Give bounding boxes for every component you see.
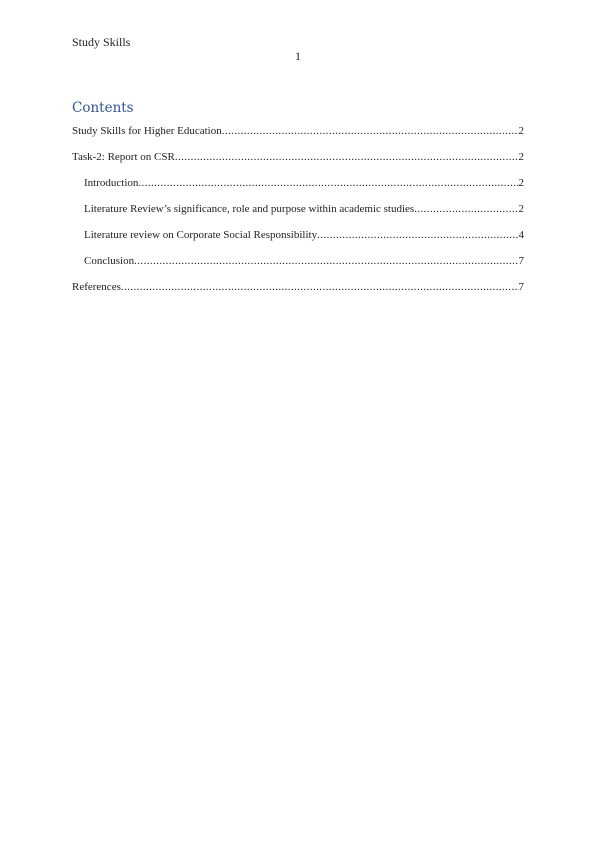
toc-entry-label: Introduction — [84, 177, 139, 189]
toc-entry-label: Task-2: Report on CSR — [72, 151, 175, 163]
toc-entry-page: 2 — [518, 125, 524, 137]
toc-entry-page: 7 — [518, 281, 524, 293]
toc-entry-label: Study Skills for Higher Education — [72, 125, 222, 137]
toc-dot-leader — [222, 124, 519, 138]
toc-dot-leader — [121, 280, 519, 294]
toc-dot-leader — [138, 176, 518, 190]
toc-entry-label: References — [72, 281, 121, 293]
toc-entry-references[interactable] — [72, 280, 524, 306]
toc-entry-task-2[interactable] — [72, 150, 524, 176]
toc-entry-page: 7 — [518, 255, 524, 267]
toc-dot-leader — [175, 150, 519, 164]
toc-entry-page: 4 — [518, 229, 524, 241]
toc-entry-page: 2 — [518, 151, 524, 163]
toc-entry-page: 2 — [518, 203, 524, 215]
toc-dot-leader — [317, 228, 518, 242]
toc-entry-label: Literature review on Corporate Social Responsibility — [84, 229, 318, 241]
toc-dot-leader — [414, 202, 518, 216]
page-number: 1 — [295, 49, 301, 63]
toc-entry-conclusion[interactable] — [72, 254, 524, 280]
page-header-title: Study Skills — [72, 35, 131, 49]
toc-entry-literature-review-csr[interactable] — [72, 228, 524, 254]
toc-heading: Contents — [72, 100, 134, 116]
toc-entry-literature-review-significance[interactable] — [72, 202, 524, 228]
toc-entry-introduction[interactable] — [72, 176, 524, 202]
toc-entry-label: Literature Review’s significance, role and purpose within academic studies — [84, 203, 415, 215]
table-of-contents — [72, 124, 524, 306]
toc-entry-label: Conclusion — [84, 255, 135, 267]
toc-dot-leader — [134, 254, 518, 268]
toc-entry-page: 2 — [518, 177, 524, 189]
toc-entry-study-skills[interactable] — [72, 124, 524, 150]
